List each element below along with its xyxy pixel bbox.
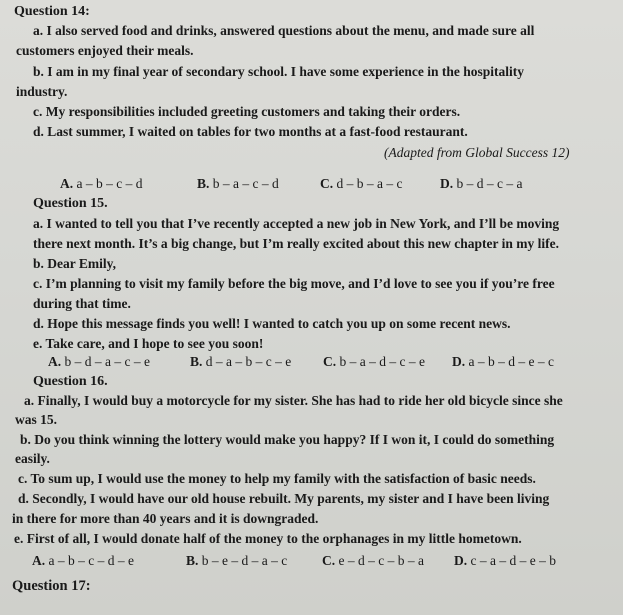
q14-source: (Adapted from Global Success 12) <box>384 145 570 160</box>
q14-option-d-text: b – d – c – a <box>456 176 523 191</box>
q16-item-d-line1: d. Secondly, I would have our old house rebuilt. My parents, my sister and I have been living <box>18 491 550 506</box>
q15-option-c <box>323 354 425 370</box>
q16-option-c-letter: C. <box>322 553 336 568</box>
question-14-title: Question 14: <box>14 4 90 19</box>
q16-item-b-line2: easily. <box>15 451 50 466</box>
q15-option-a-text: b – d – a – c – e <box>64 354 150 369</box>
q15-item-a-line1: a. I wanted to tell you that I’ve recently accepted a new job in New York, and I’ll be moving <box>33 216 560 231</box>
q15-option-d-letter: D. <box>452 354 466 369</box>
q16-option-a <box>32 553 134 569</box>
q16-option-d-letter: D. <box>454 553 468 568</box>
q14-option-b-text: b – a – c – d <box>212 176 279 191</box>
q15-item-e: e. Take care, and I hope to see you soon! <box>33 336 264 351</box>
q14-item-a-line1: a. I also served food and drinks, answered questions about the menu, and made sure all <box>33 23 535 38</box>
q16-item-b-line1: b. Do you think winning the lottery would make you happy? If I won it, I could do something <box>20 432 555 447</box>
q14-item-b-line2: industry. <box>16 84 68 99</box>
q16-option-b <box>186 553 287 569</box>
q15-option-b-text: d – a – b – c – e <box>205 354 292 369</box>
q14-item-c: c. My responsibilities included greeting customers and taking their orders. <box>33 104 461 119</box>
q16-option-d-text: c – a – d – e – b <box>470 553 556 568</box>
q16-option-d <box>454 553 556 569</box>
q16-item-a-line2: was 15. <box>15 412 58 427</box>
q16-option-b-text: b – e – d – a – c <box>201 553 288 568</box>
q15-option-a <box>48 354 150 370</box>
q14-option-b <box>197 176 279 192</box>
q14-option-a-letter: A. <box>60 176 74 191</box>
q14-option-c-letter: C. <box>320 176 334 191</box>
q15-item-c-line1: c. I’m planning to visit my family before the big move, and I’d love to see you if you’re free <box>33 276 555 291</box>
q14-item-b-line1: b. I am in my final year of secondary school. I have some experience in the hospitality <box>33 64 524 79</box>
q16-option-a-letter: A. <box>32 553 46 568</box>
q14-option-c-text: d – b – a – c <box>336 176 403 191</box>
q15-item-c-line2: during that time. <box>33 296 131 311</box>
q16-item-d-line2: in there for more than 40 years and it is downgraded. <box>12 511 319 526</box>
q15-option-d <box>452 354 554 370</box>
q14-option-a <box>60 176 142 192</box>
q15-option-b <box>190 354 291 370</box>
q15-option-d-text: a – b – d – e – c <box>468 354 554 369</box>
q16-item-e: e. First of all, I would donate half of the money to the orphanages in my little hometown. <box>14 531 522 546</box>
q15-option-b-letter: B. <box>190 354 203 369</box>
q14-option-d-letter: D. <box>440 176 454 191</box>
q15-option-c-text: b – a – d – c – e <box>339 354 425 369</box>
q15-item-b: b. Dear Emily, <box>33 256 117 271</box>
q14-option-a-text: a – b – c – d <box>76 176 143 191</box>
q16-option-c-text: e – d – c – b – a <box>338 553 424 568</box>
question-17-title: Question 17: <box>12 578 91 594</box>
q16-item-a-line1: a. Finally, I would buy a motorcycle for my sister. She has had to ride her old bicycle since she <box>24 393 563 408</box>
q16-option-b-letter: B. <box>186 553 199 568</box>
q14-item-a-line2: customers enjoyed their meals. <box>16 43 194 58</box>
q14-option-b-letter: B. <box>197 176 210 191</box>
q14-item-d: d. Last summer, I waited on tables for two months at a fast-food restaurant. <box>33 124 468 139</box>
question-15-title: Question 15. <box>33 196 108 211</box>
q15-item-d: d. Hope this message finds you well! I wanted to catch you up on some recent news. <box>33 316 511 331</box>
q16-option-a-text: a – b – c – d – e <box>48 553 134 568</box>
q14-option-d <box>440 176 522 192</box>
q15-item-a-line2: there next month. It’s a big change, but I’m really excited about this new chapter in my life. <box>33 236 559 251</box>
q15-option-a-letter: A. <box>48 354 62 369</box>
q16-item-c: c. To sum up, I would use the money to help my family with the satisfaction of basic needs. <box>18 471 536 486</box>
question-16-title: Question 16. <box>33 374 108 389</box>
q15-option-c-letter: C. <box>323 354 337 369</box>
q14-option-c <box>320 176 402 192</box>
q16-option-c <box>322 553 424 569</box>
